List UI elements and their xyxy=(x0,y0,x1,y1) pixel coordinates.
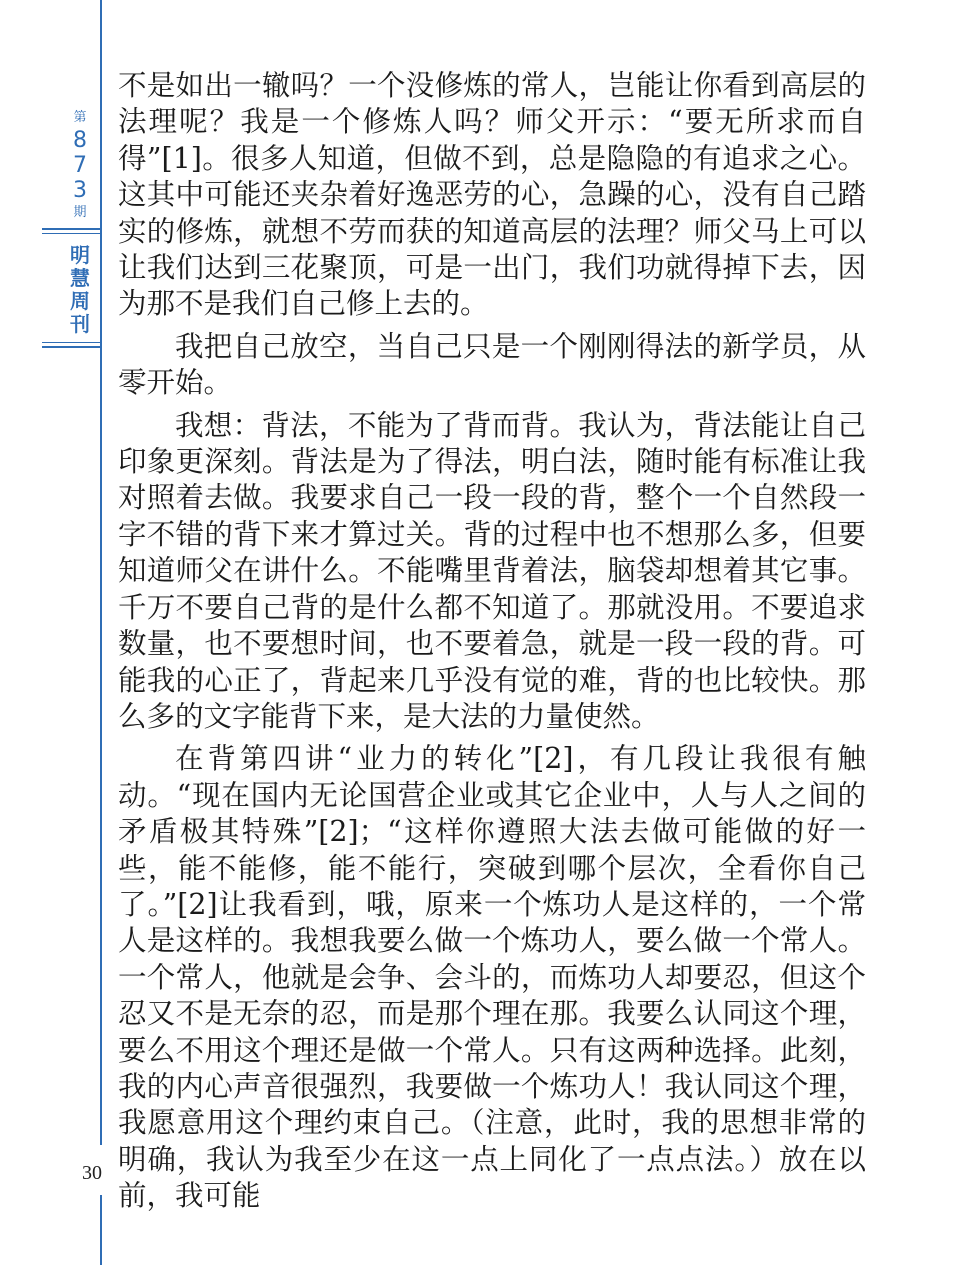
article-body xyxy=(118,68,866,1215)
issue-digit: 8 xyxy=(73,128,87,153)
issue-digit: 7 xyxy=(73,153,87,178)
margin-rule xyxy=(100,0,102,1265)
publication-char: 明 xyxy=(70,243,90,267)
publication-box xyxy=(42,228,100,348)
page-number: 30 xyxy=(82,1162,102,1184)
publication-char: 刊 xyxy=(70,312,90,336)
issue-prefix: 第 xyxy=(73,110,87,125)
issue-number xyxy=(60,108,100,223)
paragraph: 我想：背法，不能为了背而背。我认为，背法能让自己印象更深刻。背法是为了得法，明白法，随时能有标准让我对照着去做。我要求自己一段一段的背，整个一个自然段一字不错的背下来才算过关。背的过程中也不想那么多，但要知道师父在讲什么。不能嘴里背着法，脑袋却想着其它事。千万不要自己背的是什么都不知道了。那就没用。不要追求数量，也不要想时间，也不要着急，就是一段一段的背。可能我的心正了，背起来几乎没有觉的难，背的也比较快。那么多的文字能背下来，是大法的力量使然。 xyxy=(118,408,866,733)
publication-char: 周 xyxy=(70,289,90,313)
publication-char: 慧 xyxy=(70,266,90,290)
issue-suffix: 期 xyxy=(73,205,87,220)
paragraph: 在背第四讲“业力的转化”[2]，有几段让我很有触动。“现在国内无论国营企业或其它企业中，人与人之间的矛盾极其特殊”[2]；“这样你遵照大法去做可能做的好一些，能不能修，能不能行，突破到哪个层次，全看你自己了。”[2]让我看到，哦，原来一个炼功人是这样的，一个常人是这样的。我想我要么做一个炼功人，要么做一个常人。一个常人，他就是会争、会斗的，而炼功人却要忍，但这个忍又不是无奈的忍，而是那个理在那。我要么认同这个理，要么不用这个理还是做一个常人。只有这两种选择。此刻，我的内心声音很强烈，我要做一个炼功人！我认同这个理，我愿意用这个理约束自己。（注意，此时，我的思想非常的明确，我认为我至少在这一点上同化了一点点法。）放在以前，我可能 xyxy=(118,742,866,1213)
issue-digit: 3 xyxy=(73,178,87,203)
paragraph: 我把自己放空，当自己只是一个刚刚得法的新学员，从零开始。 xyxy=(118,329,866,400)
publication-title xyxy=(60,244,100,336)
paragraph: 不是如出一辙吗？一个没修炼的常人，岂能让你看到高层的法理呢？我是一个修炼人吗？师父开示：“要无所求而自得”[1]。很多人知道，但做不到，总是隐隐的有追求之心。这其中可能还夹杂着好逸恶劳的心，急躁的心，没有自己踏实的修炼，就想不劳而获的知道高层的法理？师父马上可以让我们达到三花聚顶，可是一出门，我们功就得掉下去，因为那不是我们自己修上去的。 xyxy=(118,69,866,321)
